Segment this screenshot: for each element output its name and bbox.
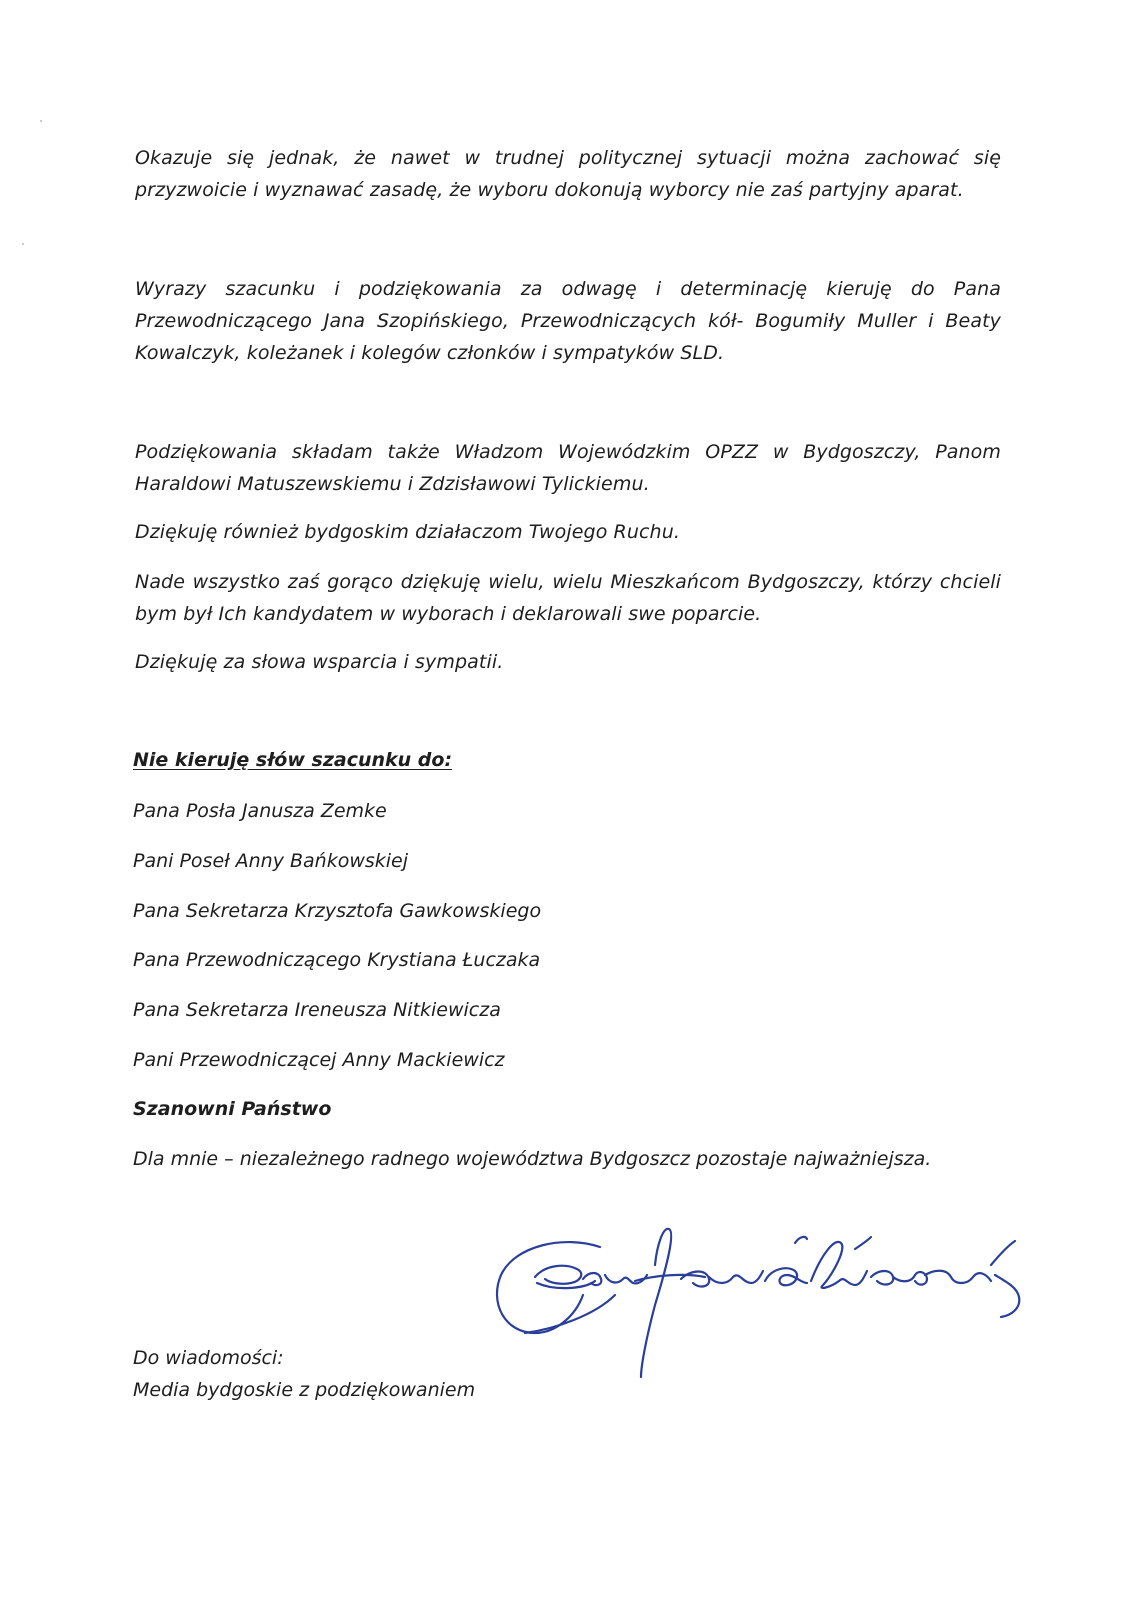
no-respect-item: Pani Przewodniczącej Anny Mackiewicz bbox=[133, 1049, 505, 1071]
paragraph-twoj-ruch-thanks: Dziękuję również bydgoskim działaczom Twojego Ruchu. bbox=[135, 521, 680, 543]
no-respect-item: Pana Przewodniczącego Krystiana Łuczaka bbox=[133, 949, 541, 971]
handwritten-signature bbox=[495, 1225, 1050, 1415]
no-respect-item: Pana Posła Janusza Zemke bbox=[133, 800, 387, 822]
closing-line: Dla mnie – niezależnego radnego województwa Bydgoszcz pozostaje najważniejsza. bbox=[133, 1148, 932, 1170]
no-respect-heading: Nie kieruję słów szacunku do: bbox=[133, 749, 453, 771]
no-respect-item: Pani Poseł Anny Bańkowskiej bbox=[133, 850, 409, 872]
paragraph-opzz-thanks: Podziękowania składam także Władzom Wojewódzkim OPZZ w Bydgoszczy, Panom Haraldowi Matuszewskiemu i Zdzisławowi Tylickiemu. bbox=[135, 441, 1001, 495]
no-respect-item: Pana Sekretarza Ireneusza Nitkiewicza bbox=[133, 999, 501, 1021]
cc-label: Do wiadomości: bbox=[133, 1347, 284, 1369]
no-respect-item: Pana Sekretarza Krzysztofa Gawkowskiego bbox=[133, 900, 542, 922]
paragraph-support-thanks: Dziękuję za słowa wsparcia i sympatii. bbox=[135, 651, 504, 673]
salutation: Szanowni Państwo bbox=[133, 1098, 332, 1120]
scan-speck bbox=[40, 120, 42, 122]
paragraph-residents-thanks: Nade wszystko zaś gorąco dziękuję wielu, wielu Mieszkańcom Bydgoszczy, którzy chcieli bym był Ich kandydatem w wyborach i deklarowali swe poparcie. bbox=[135, 571, 1001, 625]
cc-recipient: Media bydgoskie z podziękowaniem bbox=[133, 1379, 476, 1401]
paragraph-decency: Okazuje się jednak, że nawet w trudnej politycznej sytuacji można zachować się przyzwoicie i wyznawać zasadę, że wyboru dokonują wyborcy nie zaś partyjny aparat. bbox=[135, 147, 1001, 201]
scan-speck bbox=[22, 243, 24, 245]
paragraph-respect-thanks: Wyrazy szacunku i podziękowania za odwagę i determinację kieruję do Pana Przewodniczącego Jana Szopińskiego, Przewodniczących kół- Bogumiły Muller i Beaty Kowalczyk, koleżanek i kolegów członków i sympatyków SLD. bbox=[135, 278, 1001, 364]
